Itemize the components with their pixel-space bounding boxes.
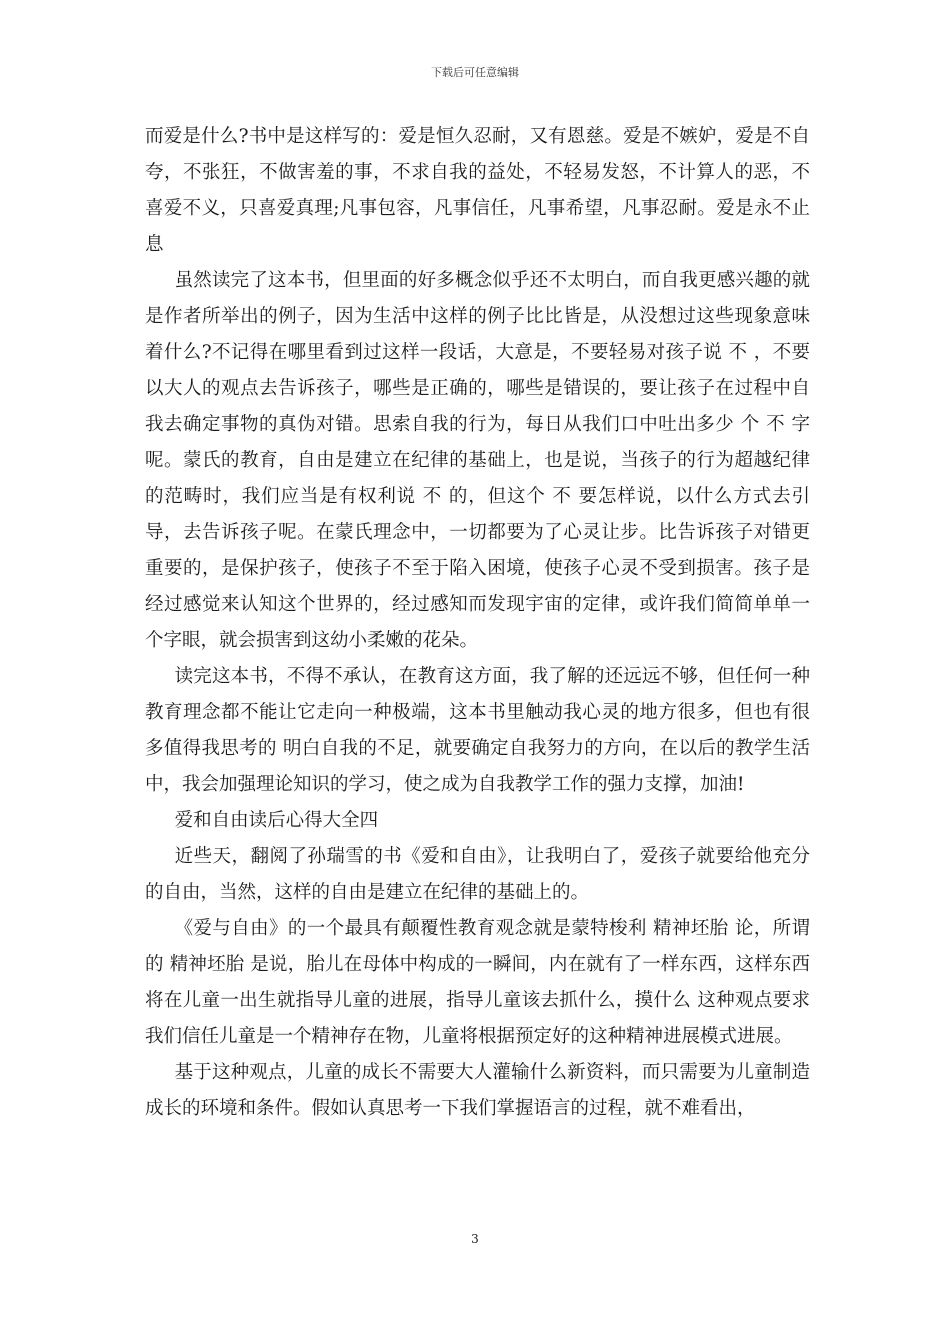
page-number: 3 — [471, 1232, 479, 1246]
paragraph: 虽然读完了这本书，但里面的好多概念似乎还不太明白，而自我更感兴趣的就是作者所举出的例子，因为生活中这样的例子比比皆是，从没想过这些现象意味着什么?不记得在哪里看到过这样一段话，大意是，不要轻易对孩子说 不 ，不要以大人的观点去告诉孩子，哪些是正确的，哪些是错误的，要让孩子在过程中自我去确定事物的真伪对错。思索自我的行为，每日从我们口中吐出多少 个 不 字呢。蒙氏的教育，自由是建立在纪律的基础上，也是说，当孩子的行为超越纪律的范畴时，我们应当是有权利说 不 的，但这个 不 要怎样说，以什么方式去引导，去告诉孩子呢。在蒙氏理念中，一切都要为了心灵让步。比告诉孩子对错更重要的，是保护孩子，使孩子不至于陷入困境，使孩子心灵不受到损害。孩子是经过感觉来认知这个世界的，经过感知而发现宇宙的定律，或许我们简简单单一个字眼，就会损害到这幼小柔嫩的花朵。 — [145, 270, 810, 651]
paragraph: 基于这种观点，儿童的成长不需要大人灌输什么新资料，而只需要为儿童制造成长的环境和条件。假如认真思考一下我们掌握语言的过程，就不难看出， — [145, 1062, 810, 1119]
paragraph: 《爱与自由》的一个最具有颠覆性教育观念就是蒙特梭利 精神坯胎 论，所谓的 精神坯胎 是说，胎儿在母体中构成的一瞬间，内在就有了一样东西，这样东西将在儿童一出生就指导儿童的进展，指导儿童该去抓什么，摸什么 这种观点要求我们信任儿童是一个精神存在物，儿童将根据预定好的这种精神进展模式进展。 — [145, 918, 810, 1047]
page-header: 下载后可任意编辑 — [431, 66, 519, 79]
paragraph: 近些天，翻阅了孙瑞雪的书《爱和自由》，让我明白了，爱孩子就要给他充分的自由，当然，这样的自由是建立在纪律的基础上的。 — [145, 846, 810, 903]
paragraph: 读完这本书，不得不承认，在教育这方面，我了解的还远远不够，但任何一种教育理念都不能让它走向一种极端，这本书里触动我心灵的地方很多，但也有很多值得我思考的 明白自我的不足，就要确定自我努力的方向，在以后的教学生活中，我会加强理论知识的学习，使之成为自我教学工作的强力支撑，加油! — [145, 666, 810, 795]
section-heading: 爱和自由读后心得大全四 — [174, 810, 379, 831]
paragraph: 而爱是什么?书中是这样写的：爱是恒久忍耐，又有恩慈。爱是不嫉妒，爱是不自夸，不张狂，不做害羞的事，不求自我的益处，不轻易发怒，不计算人的恶，不喜爱不义，只喜爱真理;凡事包容，凡事信任，凡事希望，凡事忍耐。爱是永不止息 — [145, 126, 810, 255]
document-body — [145, 119, 810, 1127]
